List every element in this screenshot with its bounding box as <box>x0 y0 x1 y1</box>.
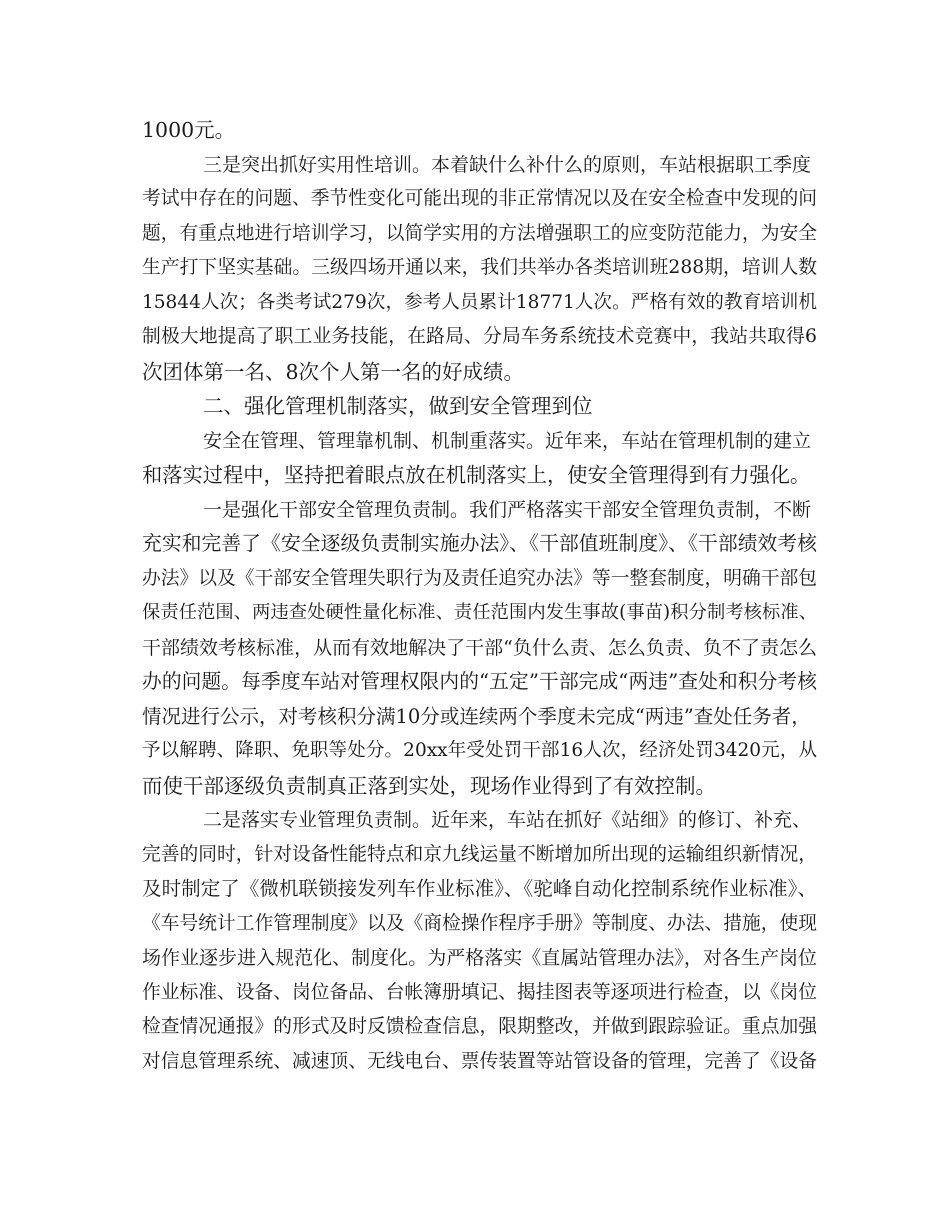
text-line: 完善的同时，针对设备性能特点和京九线运量不断增加所出现的运输组织新情况， <box>142 843 817 865</box>
text-line: 考试中存在的问题、季节性变化可能出现的非正常情况以及在安全检查中发现的问 <box>142 188 817 209</box>
text-line: 和落实过程中，坚持把着眼点放在机制落实上，使安全管理得到有力强化。 <box>142 463 811 487</box>
text-line: 充实和完善了《安全逐级负责制实施办法》、《干部值班制度》、《干部绩效考核 <box>142 532 817 555</box>
paragraph-first-line: 二是落实专业管理负责制。近年来，车站在抓好《站细》的修订、补充、 <box>203 809 812 831</box>
paragraph-first-line: 三是突出抓好实用性培训。本着缺什么补什么的原则，车站根据职工季度 <box>203 153 812 176</box>
paragraph-first-line: 一是强化干部安全管理负责制。我们严格落实干部安全管理负责制，不断 <box>203 498 812 521</box>
text-line: 对信息管理系统、减速顶、无线电台、票传装置等站管设备的管理，完善了《设备 <box>142 1050 817 1072</box>
text-line: 生产打下坚实基础。三级四场开通以来，我们共举办各类培训班288期，培训人数 <box>142 257 817 278</box>
text-line: 次团体第一名、8次个人第一名的好成绩。 <box>142 359 525 384</box>
text-line: 题，有重点地进行培训学习，以简学实用的方法增强职工的应变防范能力，为安全 <box>142 222 817 244</box>
section-heading: 二、强化管理机制落实，做到安全管理到位 <box>203 394 593 418</box>
document-body <box>142 113 817 1079</box>
text-line: 检查情况通报》的形式及时反馈检查信息，限期整改，并做到跟踪验证。重点加强 <box>142 1016 817 1037</box>
text-line: 《车号统计工作管理制度》以及《商检操作程序手册》等制度、办法、措施，使现 <box>142 912 817 934</box>
text-line: 15844人次；各类考试279次，参考人员累计18771人次。严格有效的教育培训机 <box>142 291 817 313</box>
text-line: 场作业逐步进入规范化、制度化。为严格落实《直属站管理办法》，对各生产岗位 <box>142 947 817 969</box>
text-line: 制极大地提高了职工业务技能，在路局、分局车务系统技术竞赛中，我站共取得6 <box>142 326 817 347</box>
text-line: 保责任范围、两违查处硬性量化标准、责任范围内发生事故(事苗)积分制考核标准、 <box>142 602 817 623</box>
text-line: 干部绩效考核标准，从而有效地解决了干部“负什么责、怎么负责、负不了责怎么 <box>142 636 817 659</box>
text-line: 情况进行公示，对考核积分满10分或连续两个季度未完成“两违”查处任务者， <box>142 704 811 728</box>
text-line: 作业标准、设备、岗位备品、台帐簿册填记、揭挂图表等逐项进行检查，以《岗位 <box>142 981 817 1003</box>
text-line: 办的问题。每季度车站对管理权限内的“五定”干部完成“两违”查处和积分考核 <box>142 670 817 693</box>
text-line: 及时制定了《微机联锁接发列车作业标准》、《驼峰自动化控制系统作业标准》、 <box>142 877 817 900</box>
text-line: 1000元。 <box>142 118 236 142</box>
text-line: 而使干部逐级负责制真正落到实处，现场作业得到了有效控制。 <box>142 773 716 798</box>
text-line: 办法》以及《干部安全管理失职行为及责任追究办法》等一整套制度，明确干部包 <box>142 567 817 589</box>
paragraph-first-line: 安全在管理、管理靠机制、机制重落实。近年来，车站在管理机制的建立 <box>203 429 812 452</box>
text-line: 予以解聘、降职、免职等处分。20xx年受处罚干部16人次，经济处罚3420元，从 <box>142 740 817 761</box>
